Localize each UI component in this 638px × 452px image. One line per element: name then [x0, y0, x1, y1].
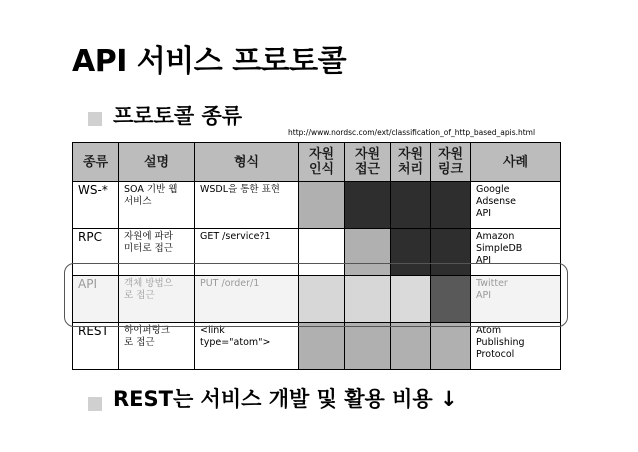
- header-resource-process: 자원 처리: [391, 143, 431, 182]
- slide-title: API 서비스 프로토콜: [72, 44, 347, 79]
- row-type: RPC: [73, 229, 119, 276]
- header-example: 사례: [471, 143, 561, 182]
- table-row: [73, 276, 561, 323]
- level-cell: [391, 182, 431, 229]
- row-desc: 객체 방법으 로 접근: [119, 276, 195, 323]
- bottom-statement: REST는 서비스 개발 및 활용 비용 ↓: [113, 387, 458, 411]
- header-format: 형식: [195, 143, 299, 182]
- level-cell: [431, 229, 471, 276]
- header-desc: 설명: [119, 143, 195, 182]
- row-example: Google Adsense API: [471, 182, 561, 229]
- header-type: 종류: [73, 143, 119, 182]
- row-format: WSDL을 통한 표현: [195, 182, 299, 229]
- table-row: [73, 229, 561, 276]
- level-cell: [431, 182, 471, 229]
- level-cell: [431, 276, 471, 323]
- level-cell: [345, 182, 391, 229]
- header-resource-access: 자원 접근: [345, 143, 391, 182]
- source-url[interactable]: http://www.nordsc.com/ext/classification_of_http_based_apis.html: [288, 128, 536, 137]
- level-cell: [299, 276, 345, 323]
- level-cell: [391, 229, 431, 276]
- row-example: Amazon SimpleDB API: [471, 229, 561, 276]
- row-example: Twitter API: [471, 276, 561, 323]
- table-row: [73, 182, 561, 229]
- protocol-table: [72, 142, 561, 370]
- row-format: GET /service?1: [195, 229, 299, 276]
- row-desc: SOA 기반 웹 서비스: [119, 182, 195, 229]
- level-cell: [431, 323, 471, 370]
- row-desc: 자원에 파라 미터로 접근: [119, 229, 195, 276]
- table-row: [73, 323, 561, 370]
- level-cell: [345, 323, 391, 370]
- header-resource-link: 자원 링크: [431, 143, 471, 182]
- header-resource-identify: 자원 인식: [299, 143, 345, 182]
- level-cell: [345, 229, 391, 276]
- level-cell: [299, 182, 345, 229]
- level-cell: [299, 229, 345, 276]
- row-type: REST: [73, 323, 119, 370]
- level-cell: [391, 323, 431, 370]
- row-desc: 하이퍼링크 로 접근: [119, 323, 195, 370]
- row-example: Atom Publishing Protocol: [471, 323, 561, 370]
- slide-subtitle: 프로토콜 종류: [113, 104, 243, 128]
- level-cell: [299, 323, 345, 370]
- level-cell: [391, 276, 431, 323]
- row-type: WS-*: [73, 182, 119, 229]
- level-cell: [345, 276, 391, 323]
- row-format: PUT /order/1: [195, 276, 299, 323]
- row-type: API: [73, 276, 119, 323]
- bullet-square-icon: [88, 112, 102, 126]
- row-format: <link type="atom">: [195, 323, 299, 370]
- bullet-square-icon: [88, 397, 102, 411]
